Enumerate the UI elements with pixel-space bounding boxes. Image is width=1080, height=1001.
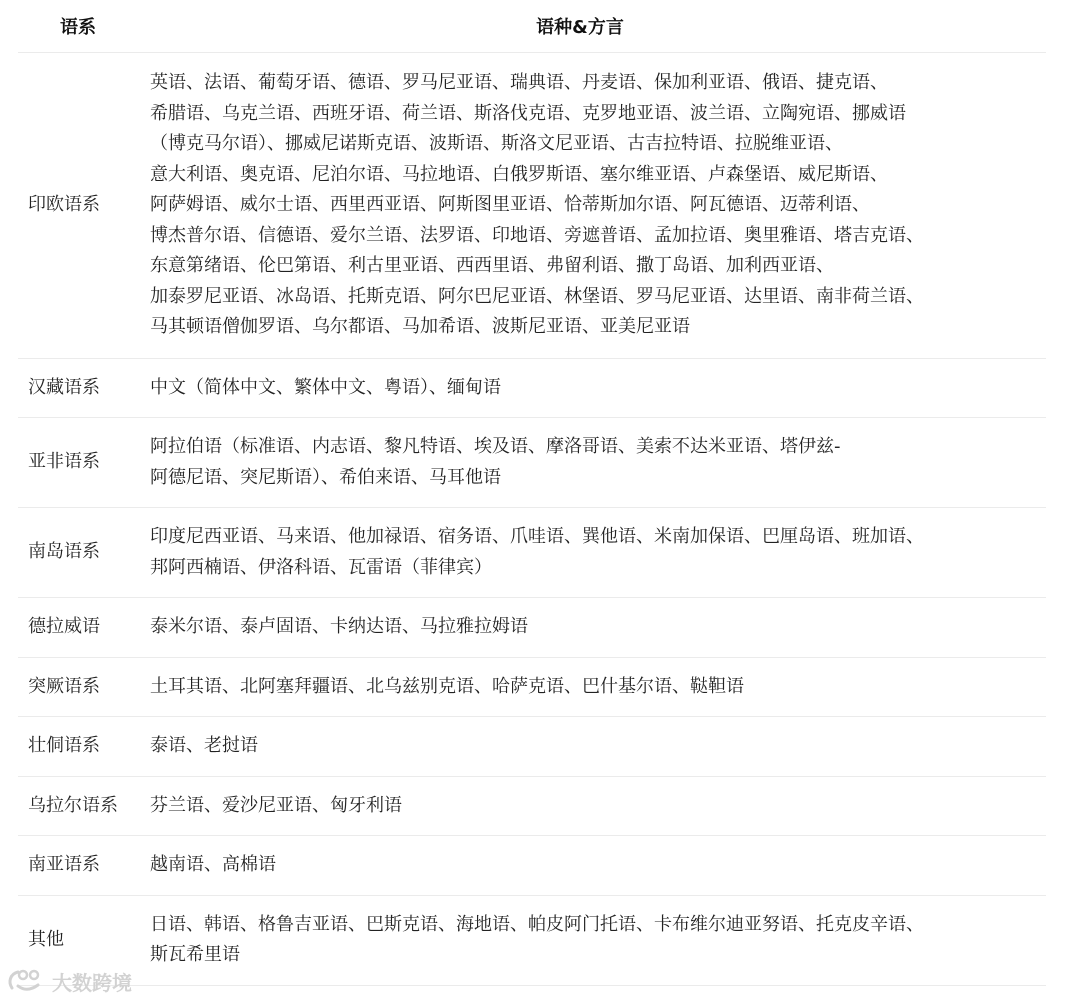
language-family-cell: 汉藏语系 xyxy=(18,358,140,418)
languages-line: 泰语、老挝语 xyxy=(150,735,258,756)
table-row xyxy=(18,53,1046,359)
languages-line: 阿萨姆语、威尔士语、西里西亚语、阿斯图里亚语、恰蒂斯加尔语、阿瓦德语、迈蒂利语、 xyxy=(150,194,870,215)
language-family-cell: 德拉威语 xyxy=(18,598,140,658)
languages-cell xyxy=(140,836,1046,896)
table-header xyxy=(18,0,1046,53)
languages-line: 泰米尔语、泰卢固语、卡纳达语、马拉雅拉姆语 xyxy=(150,616,528,637)
languages-line: 越南语、高棉语 xyxy=(150,854,276,875)
table-row xyxy=(18,418,1046,508)
language-table-container xyxy=(18,0,1046,986)
languages-cell xyxy=(140,508,1046,598)
table-row xyxy=(18,895,1046,985)
table-row xyxy=(18,776,1046,836)
header-language-family: 语系 xyxy=(18,0,140,53)
languages-line: 希腊语、乌克兰语、西班牙语、荷兰语、斯洛伐克语、克罗地亚语、波兰语、立陶宛语、挪威语 xyxy=(150,102,906,124)
language-family-table xyxy=(18,0,1046,986)
languages-cell xyxy=(140,358,1046,418)
language-family-cell: 壮侗语系 xyxy=(18,717,140,777)
language-family-cell: 印欧语系 xyxy=(18,53,140,359)
language-family-cell: 亚非语系 xyxy=(18,418,140,508)
table-row xyxy=(18,657,1046,717)
languages-cell xyxy=(140,418,1046,508)
languages-line: 日语、韩语、格鲁吉亚语、巴斯克语、海地语、帕皮阿门托语、卡布维尔迪亚努语、托克皮辛语、 xyxy=(150,913,924,935)
languages-cell xyxy=(140,598,1046,658)
watermark-text: 大数跨境 xyxy=(52,970,132,995)
languages-line: 阿拉伯语（标准语、内志语、黎凡特语、埃及语、摩洛哥语、美索不达米亚语、塔伊兹- xyxy=(150,436,841,457)
language-family-cell: 乌拉尔语系 xyxy=(18,776,140,836)
languages-line: 英语、法语、葡萄牙语、德语、罗马尼亚语、瑞典语、丹麦语、保加利亚语、俄语、捷克语、 xyxy=(150,72,888,93)
header-row xyxy=(18,0,1046,53)
languages-line: 中文（简体中文、繁体中文、粤语）、缅甸语 xyxy=(150,376,501,398)
languages-line: 博杰普尔语、信德语、爱尔兰语、法罗语、印地语、旁遮普语、孟加拉语、奥里雅语、塔吉克语、 xyxy=(150,224,924,246)
table-body xyxy=(18,53,1046,986)
languages-line: 印度尼西亚语、马来语、他加禄语、宿务语、爪哇语、巽他语、米南加保语、巴厘岛语、班加语、 xyxy=(150,526,924,547)
languages-line: 加泰罗尼亚语、冰岛语、托斯克语、阿尔巴尼亚语、林堡语、罗马尼亚语、达里语、南非荷兰语、 xyxy=(150,285,924,307)
languages-line: 斯瓦希里语 xyxy=(150,944,240,965)
table-row xyxy=(18,717,1046,777)
languages-line: 阿德尼语、突尼斯语）、希伯来语、马耳他语 xyxy=(150,466,501,488)
languages-cell xyxy=(140,776,1046,836)
table-row xyxy=(18,508,1046,598)
table-row xyxy=(18,836,1046,896)
watermark xyxy=(6,964,132,998)
languages-line: 马其顿语僧伽罗语、乌尔都语、马加希语、波斯尼亚语、亚美尼亚语 xyxy=(150,316,690,337)
language-family-cell: 突厥语系 xyxy=(18,657,140,717)
languages-line: 邦阿西楠语、伊洛科语、瓦雷语（菲律宾） xyxy=(150,556,492,578)
language-family-cell: 南岛语系 xyxy=(18,508,140,598)
watermark-logo-icon xyxy=(6,966,48,996)
languages-cell xyxy=(140,895,1046,985)
language-family-cell: 其他 xyxy=(18,895,140,985)
languages-line: 土耳其语、北阿塞拜疆语、北乌兹别克语、哈萨克语、巴什基尔语、鞑靼语 xyxy=(150,675,744,697)
header-languages-dialects: 语种&方言 xyxy=(140,0,1046,53)
table-row xyxy=(18,598,1046,658)
languages-cell xyxy=(140,717,1046,777)
language-family-cell: 南亚语系 xyxy=(18,836,140,896)
languages-cell xyxy=(140,53,1046,359)
table-row xyxy=(18,358,1046,418)
languages-line: 东意第绪语、伦巴第语、利古里亚语、西西里语、弗留利语、撒丁岛语、加利西亚语、 xyxy=(150,255,834,276)
languages-line: 芬兰语、爱沙尼亚语、匈牙利语 xyxy=(150,794,402,816)
languages-line: （博克马尔语）、挪威尼诺斯克语、波斯语、斯洛文尼亚语、古吉拉特语、拉脱维亚语、 xyxy=(150,133,843,154)
languages-line: 意大利语、奥克语、尼泊尔语、马拉地语、白俄罗斯语、塞尔维亚语、卢森堡语、威尼斯语、 xyxy=(150,163,888,185)
languages-cell xyxy=(140,657,1046,717)
